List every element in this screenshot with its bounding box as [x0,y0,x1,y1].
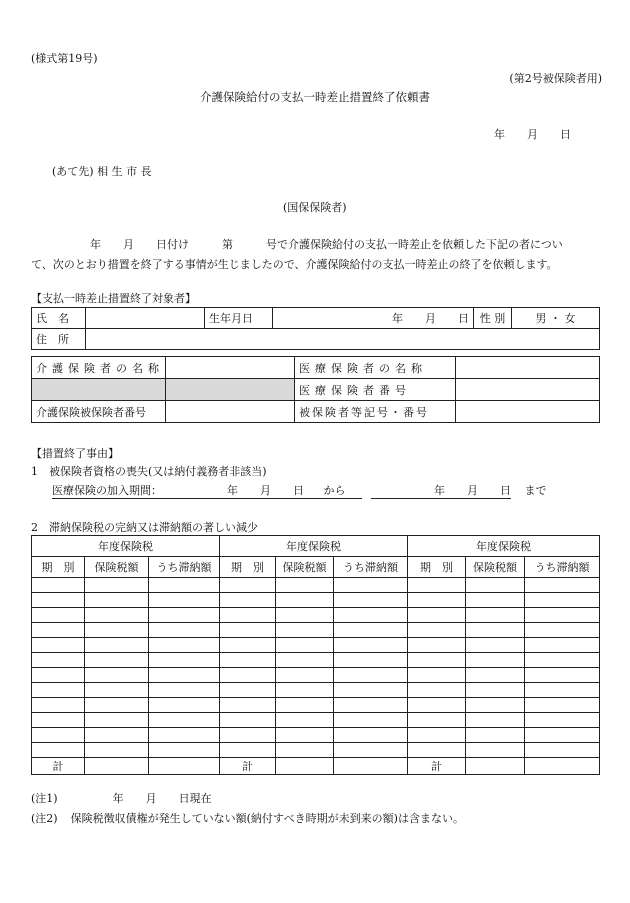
table-cell[interactable] [276,683,334,698]
table-row [32,638,600,653]
table-cell[interactable] [408,683,466,698]
table-cell[interactable] [220,578,276,593]
request-text-line-1: 年 月 日付け 第 号で介護保険給付の支払一時差止を依頼した下記の者につい [90,238,563,251]
col-overdue-2: うち滞納額 [334,557,408,578]
table-cell[interactable] [276,638,334,653]
table-cell[interactable] [408,608,466,623]
table-cell[interactable] [276,593,334,608]
coverage-period-to[interactable]: 年 月 日 [371,482,511,499]
total-overdue-3[interactable] [525,758,600,775]
table-row [32,578,600,593]
table-cell[interactable] [525,698,600,713]
submission-date: 年 月 日 [494,128,571,141]
table-cell[interactable] [220,653,276,668]
table-cell[interactable] [525,683,600,698]
table-cell[interactable] [334,608,408,623]
table-cell[interactable] [149,638,220,653]
note-1-text: 年 月 日現在 [112,792,212,805]
table-cell[interactable] [408,653,466,668]
table-cell[interactable] [32,728,85,743]
table-row [32,608,600,623]
table-cell[interactable] [276,698,334,713]
table-cell[interactable] [276,653,334,668]
table-row [32,623,600,638]
care-insurer-name-label: 介護保険者の名称 [32,357,166,379]
gray-cell-right [166,379,295,401]
table-cell[interactable] [276,743,334,758]
medical-insurer-number-field[interactable] [456,379,600,401]
total-label-1: 計 [32,758,85,775]
table-cell[interactable] [85,713,149,728]
form-category: (第2号被保険者用) [509,72,602,85]
year-tax-header-2: 年度保険税 [220,536,408,557]
table-cell[interactable] [525,623,600,638]
table-cell[interactable] [85,623,149,638]
request-text-line-2: て、次のとおり措置を終了する事情が生じましたので、介護保険給付の支払一時差止の終了を依頼します。 [31,258,558,271]
table-cell[interactable] [276,713,334,728]
table-cell[interactable] [85,698,149,713]
coverage-period-label: 医療保険の加入期間： [52,484,162,497]
table-cell[interactable] [466,653,525,668]
table-cell[interactable] [466,668,525,683]
table-cell[interactable] [220,668,276,683]
care-insured-number-label: 介護保険被保険者番号 [32,401,166,423]
table-cell[interactable] [149,728,220,743]
table-cell[interactable] [525,728,600,743]
table-cell[interactable] [220,593,276,608]
table-cell[interactable] [149,683,220,698]
col-period-2: 期 別 [220,557,276,578]
table-cell[interactable] [32,593,85,608]
table-cell[interactable] [466,698,525,713]
table-cell[interactable] [408,638,466,653]
table-cell[interactable] [408,578,466,593]
table-cell[interactable] [334,653,408,668]
table-cell[interactable] [334,638,408,653]
table-cell[interactable] [85,593,149,608]
table-cell[interactable] [408,743,466,758]
addressee: (あて先) 相 生 市 長 [52,165,152,178]
table-cell[interactable] [334,743,408,758]
table-cell[interactable] [85,683,149,698]
table-cell[interactable] [334,623,408,638]
table-cell[interactable] [466,593,525,608]
table-cell[interactable] [408,623,466,638]
table-cell[interactable] [32,608,85,623]
table-cell[interactable] [85,668,149,683]
note-1 [31,790,212,806]
table-row [32,728,600,743]
care-insured-number-field[interactable] [166,401,295,423]
table-cell[interactable] [525,578,600,593]
table-cell[interactable] [149,713,220,728]
col-amount-3: 保険税額 [466,557,525,578]
table-cell[interactable] [32,623,85,638]
coverage-period-mid: から [323,484,346,497]
table-cell[interactable] [32,638,85,653]
table-cell[interactable] [149,578,220,593]
insured-symbol-number-field[interactable] [456,401,600,423]
table-cell[interactable] [149,743,220,758]
sex-label: 性 別 [474,308,512,329]
table-cell[interactable] [220,728,276,743]
col-overdue-3: うち滞納額 [525,557,600,578]
overdue-tax-table [31,535,600,775]
table-row [32,653,600,668]
col-amount-2: 保険税額 [276,557,334,578]
table-cell[interactable] [276,623,334,638]
table-cell[interactable] [276,728,334,743]
table-cell[interactable] [32,743,85,758]
table-cell[interactable] [220,698,276,713]
total-amount-3[interactable] [466,758,525,775]
name-field[interactable] [86,308,205,329]
coverage-period-line [52,482,547,499]
table-cell[interactable] [149,653,220,668]
table-cell[interactable] [220,608,276,623]
total-overdue-2[interactable] [334,758,408,775]
table-cell[interactable] [220,713,276,728]
table-cell[interactable] [149,668,220,683]
table-cell[interactable] [408,698,466,713]
table-cell[interactable] [32,578,85,593]
table-cell[interactable] [334,668,408,683]
note-2-text: 保険税徴収債権が発生していない額(納付すべき時期が未到来の額)は含まない。 [70,812,464,825]
table-cell[interactable] [220,638,276,653]
birth-date-label: 生年月日 [205,308,273,329]
coverage-period-end: まで [524,484,547,497]
table-cell[interactable] [85,743,149,758]
note-2 [31,810,464,826]
table-cell[interactable] [525,653,600,668]
table-cell[interactable] [149,698,220,713]
table-cell[interactable] [466,623,525,638]
name-label: 氏 名 [32,308,86,329]
address-label: 住 所 [32,329,86,350]
table-cell[interactable] [149,608,220,623]
target-person-table [31,307,600,350]
table-row [32,698,600,713]
note-2-label: (注2) [31,812,58,825]
table-cell[interactable] [408,593,466,608]
reason-item-2: 2 滞納保険税の完納又は滞納額の著しい減少 [31,521,258,534]
form-number: (様式第19号) [31,52,98,65]
table-cell[interactable] [149,593,220,608]
medical-insurer-name-label: 医療保険者の名称 [295,357,456,379]
table-cell[interactable] [220,683,276,698]
reason-section-heading: 【措置終了事由】 [31,447,119,460]
table-cell[interactable] [334,698,408,713]
applicant-label: (国保保険者) [283,201,347,214]
table-cell[interactable] [149,623,220,638]
insurer-table [31,356,600,423]
col-period-1: 期 別 [32,557,85,578]
table-cell[interactable] [334,713,408,728]
table-cell[interactable] [32,668,85,683]
note-1-label: (注1) [31,792,58,805]
table-cell[interactable] [466,713,525,728]
table-cell[interactable] [334,578,408,593]
table-row [32,668,600,683]
total-overdue-1[interactable] [149,758,220,775]
table-cell[interactable] [466,728,525,743]
table-cell[interactable] [466,608,525,623]
table-cell[interactable] [525,593,600,608]
care-insurer-name-field[interactable] [166,357,295,379]
table-cell[interactable] [408,668,466,683]
address-field[interactable] [86,329,600,350]
table-row [32,683,600,698]
table-cell[interactable] [85,638,149,653]
tax-table-body [32,578,600,758]
table-row [32,713,600,728]
gray-cell-left [32,379,166,401]
table-cell[interactable] [32,683,85,698]
coverage-period-from-box[interactable] [52,482,362,499]
table-cell[interactable] [466,578,525,593]
sex-choice[interactable]: 男 ・ 女 [512,308,600,329]
table-cell[interactable] [334,593,408,608]
table-cell[interactable] [32,653,85,668]
table-row [32,593,600,608]
table-cell[interactable] [85,728,149,743]
total-amount-2[interactable] [276,758,334,775]
medical-insurer-number-label: 医療保険者番号 [295,379,456,401]
table-cell[interactable] [525,668,600,683]
total-label-2: 計 [220,758,276,775]
coverage-period-from: 年 月 日 [227,484,304,497]
insured-symbol-number-label: 被保険者等記号・番号 [295,401,456,423]
table-cell[interactable] [85,608,149,623]
table-cell[interactable] [276,608,334,623]
target-section-heading: 【支払一時差止措置終了対象者】 [31,292,196,305]
total-amount-1[interactable] [85,758,149,775]
table-cell[interactable] [85,578,149,593]
table-cell[interactable] [525,608,600,623]
table-cell[interactable] [32,713,85,728]
table-cell[interactable] [525,638,600,653]
table-cell[interactable] [466,743,525,758]
table-cell[interactable] [334,683,408,698]
table-cell[interactable] [220,743,276,758]
table-cell[interactable] [85,653,149,668]
table-cell[interactable] [466,683,525,698]
reason-item-1: 1 被保険者資格の喪失(又は納付義務者非該当) [31,465,267,478]
table-cell[interactable] [334,728,408,743]
table-cell[interactable] [525,713,600,728]
medical-insurer-name-field[interactable] [456,357,600,379]
table-cell[interactable] [408,713,466,728]
col-overdue-1: うち滞納額 [149,557,220,578]
birth-date-field[interactable]: 年 月 日 [273,308,474,329]
table-cell[interactable] [525,743,600,758]
table-cell[interactable] [466,638,525,653]
table-cell[interactable] [276,668,334,683]
col-period-3: 期 別 [408,557,466,578]
document-title: 介護保険給付の支払一時差止措置終了依頼書 [200,90,430,104]
total-label-3: 計 [408,758,466,775]
table-row [32,743,600,758]
table-cell[interactable] [276,578,334,593]
table-cell[interactable] [32,698,85,713]
year-tax-header-1: 年度保険税 [32,536,220,557]
year-tax-header-3: 年度保険税 [408,536,600,557]
col-amount-1: 保険税額 [85,557,149,578]
table-cell[interactable] [220,623,276,638]
table-cell[interactable] [408,728,466,743]
